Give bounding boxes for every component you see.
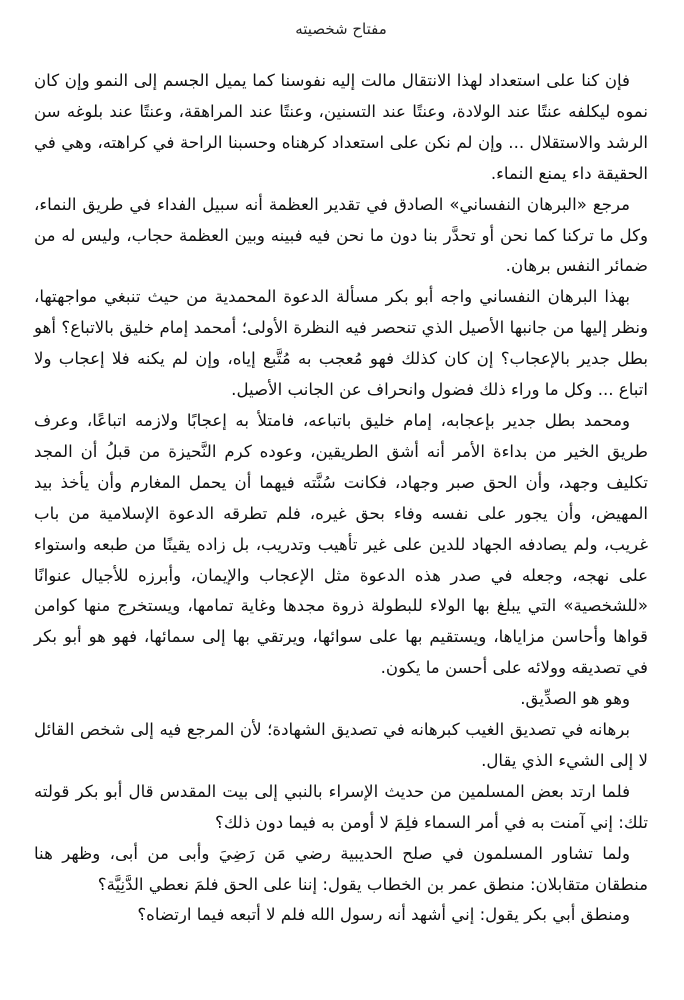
paragraph: فإن كنا على استعداد لهذا الانتقال مالت إليه نفوسنا كما يميل الجسم إلى النمو وإن كان نموه ليكلفه عنتًا عند الولادة، وعنتًا عند التسنين، وعنتًا عند المراهقة، وعنتًا عند بلوغه سن الرشد والاستقلال ... وإن لم نكن على استعداد كرهناه وحسبنا الراحة في كراهته، وهي في الحقيقة داء يمنع النماء. [34,71,648,183]
paragraph: فلما ارتد بعض المسلمين من حديث الإسراء بالنبي إلى بيت المقدس قال أبو بكر قولته تلك: إني آمنت به في أمر السماء فلِمَ لا أومن به فيما دون ذلك؟ [34,781,648,832]
paragraph: ومنطق أبي بكر يقول: إني أشهد أنه رسول الله فلم لا أتبعه فيما ارتضاه؟ [137,905,630,925]
paragraph: مرجع «البرهان النفساني» الصادق في تقدير العظمة أنه سبيل الفداء في طريق النماء، وكل ما تركنا كما نحن أو تحدَّر بنا دون ما نحن فيه فبينه وبين العظمة حجاب، وليس له من ضمائر النفس برهان. [34,194,648,276]
paragraph: ولما تشاور المسلمون في صلح الحديبية رضي مَن رَضِيَ وأبى من أبى، وظهر هنا منطقان متقابلان: منطق عمر بن الخطاب يقول: إننا على الحق فلمَ نعطي الدَّنِيَّة؟ [34,843,648,894]
running-header: مفتاح شخصيته [295,20,387,38]
paragraph: بهذا البرهان النفساني واجه أبو بكر مسألة الدعوة المحمدية من حيث تنبغي مواجهتها، ونظر إليها من جانبها الأصيل الذي تنحصر فيه النظرة الأولى؛ أمحمد إمام خليق بالاتباع؟ أهو بطل جدير بالإعجاب؟ إن كان كذلك فهو مُعجب به مُتَّبع إياه، وإن لم يكنه فلا إعجاب ولا اتباع ... وكل ما وراء ذلك فضول وانحراف عن الجانب الأصيل. [34,287,648,400]
paragraph: برهانه في تصديق الغيب كبرهانه في تصديق الشهادة؛ لأن المرجع فيه إلى شخص القائل لا إلى الشيء الذي يقال. [34,720,648,770]
paragraph: وهو هو الصدِّيق. [520,689,630,709]
body-text [34,66,648,931]
paragraph: ومحمد بطل جدير بإعجابه، إمام خليق باتباعه، فامتلأ به إعجابًا ولازمه اتباعًا، وعرف طريق الخير من بداءة الأمر أنه أشق الطريقين، وعوده كرم النَّحيزة من قبلُ أن المجد تكليف وجهد، وأن الحق صبر وجهاد، فكانت سُنَّته فيهما أن يحمل المغارم وأن يأخذ بيد المهيض، وأن يجور على نفسه وفاء بحق غيره، فلم تطرقه الدعوة الإسلامية من باب غريب، ولم يصادفه الجهاد للدين على غير تأهيب وتدريب، بل زاده يقينًا من طبعه واستواء على نهجه، وجعله في صدر هذه الدعوة مثل الإعجاب والإيمان، وأبرزه للأجيال عنوانًا «للشخصية» التي يبلغ بها الولاء للبطولة ذروة مجدها وغاية تمامها، ويستخرج منها كوامن قواها وأحاسن مزاياها، ويستقيم بها على سوائها، ويرتقي بها إلى سمائها، فهو هو أبو بكر في تصديقه وولائه على أحسن ما يكون. [34,410,648,678]
